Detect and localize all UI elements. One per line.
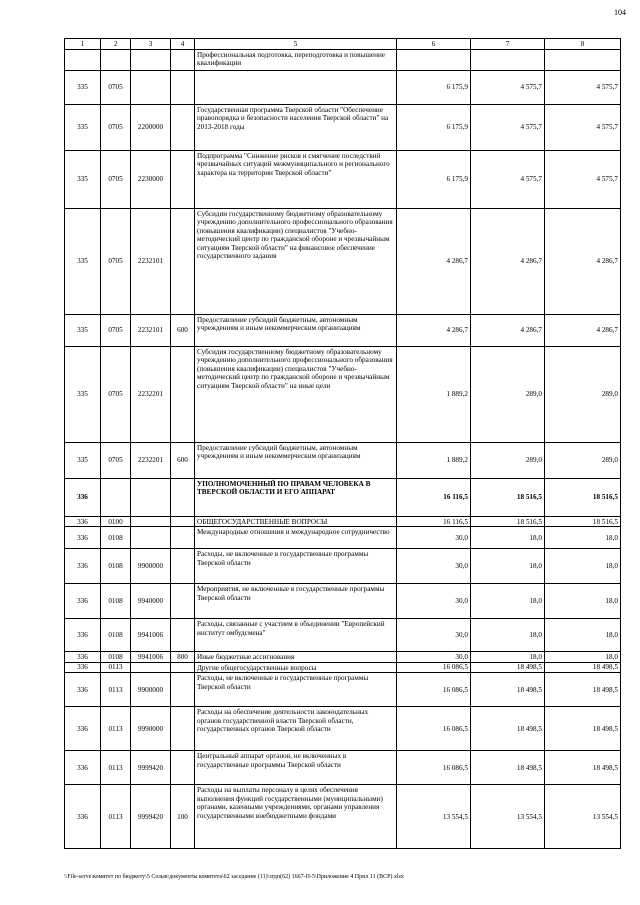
section-code-cell: 335 bbox=[65, 443, 101, 479]
amount-col7-cell: 13 554,5 bbox=[471, 785, 545, 849]
table-row bbox=[65, 527, 621, 549]
section-code-cell: 335 bbox=[65, 347, 101, 443]
amount-col8-cell: 4 286,7 bbox=[545, 315, 621, 347]
amount-col6-cell: 6 175,9 bbox=[397, 151, 471, 209]
amount-col7-cell: 4 575,7 bbox=[471, 151, 545, 209]
division-code-cell: 0705 bbox=[101, 443, 131, 479]
target-article-cell: 2232101 bbox=[131, 315, 171, 347]
expense-type-cell bbox=[171, 584, 195, 619]
table-row bbox=[65, 479, 621, 517]
section-code-cell: 336 bbox=[65, 549, 101, 584]
description-cell: Предоставление субсидий бюджетным, автономным учреждениям и иным некоммерческим организациям bbox=[195, 443, 397, 479]
description-cell: Иные бюджетные ассигнования bbox=[195, 652, 397, 662]
description-cell: Расходы, связанные с участием в объединении "Европейский институт омбудсмена" bbox=[195, 619, 397, 652]
amount-col8-cell: 4 286,7 bbox=[545, 209, 621, 315]
amount-col7-cell: 18,0 bbox=[471, 584, 545, 619]
section-code-cell: 336 bbox=[65, 479, 101, 517]
division-code-cell: 0113 bbox=[101, 785, 131, 849]
target-article-cell: 9900000 bbox=[131, 549, 171, 584]
division-code-cell: 0113 bbox=[101, 707, 131, 751]
target-article-cell bbox=[131, 479, 171, 517]
section-code-cell bbox=[65, 50, 101, 71]
target-article-cell: 9900000 bbox=[131, 673, 171, 707]
amount-col6-cell: 1 889,2 bbox=[397, 347, 471, 443]
page-number: 104 bbox=[614, 8, 626, 17]
budget-table bbox=[64, 38, 621, 849]
description-cell: Субсидия государственному бюджетному образовательному учреждению дополнительного профессионального образования (повышения квалификации) специалистов "Учебно-методический центр по гражданской обороне и чрезвычайным ситуациям Тверской области" на иные цели bbox=[195, 347, 397, 443]
amount-col6-cell: 30,0 bbox=[397, 619, 471, 652]
division-code-cell: 0705 bbox=[101, 71, 131, 105]
target-article-cell: 2232101 bbox=[131, 209, 171, 315]
section-code-cell: 335 bbox=[65, 105, 101, 151]
amount-col7-cell: 18,0 bbox=[471, 549, 545, 584]
table-row bbox=[65, 707, 621, 751]
expense-type-cell bbox=[171, 71, 195, 105]
section-code-cell: 335 bbox=[65, 71, 101, 105]
expense-type-cell bbox=[171, 209, 195, 315]
division-code-cell: 0108 bbox=[101, 584, 131, 619]
target-article-cell: 9999420 bbox=[131, 751, 171, 785]
target-article-cell: 9990000 bbox=[131, 707, 171, 751]
amount-col7-cell: 18 516,5 bbox=[471, 517, 545, 527]
column-header: 4 bbox=[171, 39, 195, 50]
expense-type-cell bbox=[171, 50, 195, 71]
amount-col6-cell: 16 086,5 bbox=[397, 751, 471, 785]
section-code-cell: 336 bbox=[65, 662, 101, 672]
amount-col8-cell: 18 498,5 bbox=[545, 751, 621, 785]
amount-col6-cell: 16 086,5 bbox=[397, 673, 471, 707]
description-cell: Центральный аппарат органов, не включенных в государственные программы Тверской области bbox=[195, 751, 397, 785]
division-code-cell: 0705 bbox=[101, 315, 131, 347]
amount-col8-cell: 4 575,7 bbox=[545, 71, 621, 105]
table-row bbox=[65, 652, 621, 662]
target-article-cell bbox=[131, 50, 171, 71]
expense-type-cell: 100 bbox=[171, 785, 195, 849]
expense-type-cell bbox=[171, 479, 195, 517]
column-header: 7 bbox=[471, 39, 545, 50]
description-cell: Другие общегосударственные вопросы bbox=[195, 662, 397, 672]
amount-col6-cell: 6 175,9 bbox=[397, 105, 471, 151]
amount-col7-cell: 4 575,7 bbox=[471, 105, 545, 151]
table-row bbox=[65, 785, 621, 849]
amount-col8-cell: 18,0 bbox=[545, 619, 621, 652]
amount-col6-cell: 4 286,7 bbox=[397, 209, 471, 315]
target-article-cell bbox=[131, 662, 171, 672]
table-row bbox=[65, 50, 621, 71]
amount-col6-cell: 30,0 bbox=[397, 527, 471, 549]
expense-type-cell: 600 bbox=[171, 443, 195, 479]
amount-col8-cell: 4 575,7 bbox=[545, 105, 621, 151]
section-code-cell: 336 bbox=[65, 652, 101, 662]
description-cell: Международные отношения и международное сотрудничество bbox=[195, 527, 397, 549]
amount-col6-cell: 30,0 bbox=[397, 584, 471, 619]
table-row bbox=[65, 517, 621, 527]
amount-col8-cell bbox=[545, 50, 621, 71]
section-code-cell: 336 bbox=[65, 584, 101, 619]
amount-col7-cell bbox=[471, 50, 545, 71]
table-row bbox=[65, 751, 621, 785]
table-row bbox=[65, 619, 621, 652]
expense-type-cell bbox=[171, 549, 195, 584]
description-cell: Подпрограмма "Снижение рисков и смягчение последствий чрезвычайных ситуаций межмуниципального и регионального характера на территории Тверской области" bbox=[195, 151, 397, 209]
target-article-cell: 2232201 bbox=[131, 347, 171, 443]
division-code-cell: 0705 bbox=[101, 151, 131, 209]
table-row bbox=[65, 71, 621, 105]
description-cell: Расходы на обеспечение деятельности законодательных органов государственной власти Тверской области, государственных органов Тверской области bbox=[195, 707, 397, 751]
column-header: 3 bbox=[131, 39, 171, 50]
amount-col7-cell: 4 575,7 bbox=[471, 71, 545, 105]
description-cell: Мероприятия, не включенные в государственные программы Тверской области bbox=[195, 584, 397, 619]
expense-type-cell bbox=[171, 347, 195, 443]
amount-col6-cell: 13 554,5 bbox=[397, 785, 471, 849]
table-row bbox=[65, 209, 621, 315]
table-row bbox=[65, 105, 621, 151]
division-code-cell bbox=[101, 479, 131, 517]
amount-col8-cell: 18,0 bbox=[545, 652, 621, 662]
target-article-cell bbox=[131, 517, 171, 527]
section-code-cell: 335 bbox=[65, 209, 101, 315]
table-row bbox=[65, 584, 621, 619]
amount-col7-cell: 4 286,7 bbox=[471, 315, 545, 347]
amount-col7-cell: 18 498,5 bbox=[471, 662, 545, 672]
amount-col8-cell: 18 498,5 bbox=[545, 707, 621, 751]
section-code-cell: 336 bbox=[65, 673, 101, 707]
amount-col7-cell: 18,0 bbox=[471, 619, 545, 652]
target-article-cell: 9941006 bbox=[131, 652, 171, 662]
section-code-cell: 336 bbox=[65, 527, 101, 549]
expense-type-cell bbox=[171, 707, 195, 751]
amount-col7-cell: 18 498,5 bbox=[471, 673, 545, 707]
amount-col7-cell: 18,0 bbox=[471, 652, 545, 662]
expense-type-cell bbox=[171, 619, 195, 652]
amount-col6-cell: 30,0 bbox=[397, 652, 471, 662]
column-header: 2 bbox=[101, 39, 131, 50]
division-code-cell bbox=[101, 50, 131, 71]
division-code-cell: 0100 bbox=[101, 517, 131, 527]
description-cell: Субсидии государственному бюджетному образовательному учреждению дополнительного профессионального образования (повышения квалификации) специалистов "Учебно-методический центр по гражданской обороне и чрезвычайным ситуациям Тверской области" на финансовое обеспечение государственного задания bbox=[195, 209, 397, 315]
table-row bbox=[65, 662, 621, 672]
division-code-cell: 0705 bbox=[101, 347, 131, 443]
column-header: 5 bbox=[195, 39, 397, 50]
amount-col8-cell: 18 498,5 bbox=[545, 673, 621, 707]
expense-type-cell bbox=[171, 517, 195, 527]
division-code-cell: 0108 bbox=[101, 652, 131, 662]
description-cell: Расходы на выплаты персоналу в целях обеспечения выполнения функций государственными (муниципальными) органами, казенными учреждениями, органами управления государственными внебюджетными фондами bbox=[195, 785, 397, 849]
amount-col8-cell: 18 516,5 bbox=[545, 479, 621, 517]
target-article-cell: 2200000 bbox=[131, 105, 171, 151]
description-cell: ОБЩЕГОСУДАРСТВЕННЫЕ ВОПРОСЫ bbox=[195, 517, 397, 527]
target-article-cell: 2232201 bbox=[131, 443, 171, 479]
amount-col6-cell: 16 116,5 bbox=[397, 517, 471, 527]
amount-col7-cell: 289,0 bbox=[471, 347, 545, 443]
division-code-cell: 0108 bbox=[101, 619, 131, 652]
amount-col6-cell: 30,0 bbox=[397, 549, 471, 584]
description-cell: УПОЛНОМОЧЕННЫЙ ПО ПРАВАМ ЧЕЛОВЕКА В ТВЕРСКОЙ ОБЛАСТИ И ЕГО АППАРАТ bbox=[195, 479, 397, 517]
amount-col7-cell: 18 516,5 bbox=[471, 479, 545, 517]
expense-type-cell: 600 bbox=[171, 315, 195, 347]
amount-col6-cell: 16 116,5 bbox=[397, 479, 471, 517]
division-code-cell: 0108 bbox=[101, 549, 131, 584]
division-code-cell: 0113 bbox=[101, 662, 131, 672]
division-code-cell: 0113 bbox=[101, 751, 131, 785]
amount-col8-cell: 18,0 bbox=[545, 549, 621, 584]
section-code-cell: 336 bbox=[65, 751, 101, 785]
expense-type-cell bbox=[171, 673, 195, 707]
amount-col8-cell: 289,0 bbox=[545, 347, 621, 443]
section-code-cell: 335 bbox=[65, 315, 101, 347]
amount-col6-cell: 4 286,7 bbox=[397, 315, 471, 347]
amount-col6-cell: 1 889,2 bbox=[397, 443, 471, 479]
target-article-cell bbox=[131, 527, 171, 549]
expense-type-cell bbox=[171, 527, 195, 549]
amount-col8-cell: 18,0 bbox=[545, 584, 621, 619]
description-cell: Расходы, не включенные в государственные программы Тверской области bbox=[195, 673, 397, 707]
section-code-cell: 335 bbox=[65, 151, 101, 209]
expense-type-cell bbox=[171, 662, 195, 672]
section-code-cell: 336 bbox=[65, 517, 101, 527]
table-row bbox=[65, 347, 621, 443]
division-code-cell: 0108 bbox=[101, 527, 131, 549]
target-article-cell: 9940000 bbox=[131, 584, 171, 619]
target-article-cell: 9941006 bbox=[131, 619, 171, 652]
column-header: 1 bbox=[65, 39, 101, 50]
amount-col8-cell: 13 554,5 bbox=[545, 785, 621, 849]
amount-col8-cell: 4 575,7 bbox=[545, 151, 621, 209]
amount-col7-cell: 18 498,5 bbox=[471, 707, 545, 751]
target-article-cell: 9999420 bbox=[131, 785, 171, 849]
target-article-cell: 2230000 bbox=[131, 151, 171, 209]
table-row bbox=[65, 315, 621, 347]
table-row bbox=[65, 549, 621, 584]
expense-type-cell bbox=[171, 751, 195, 785]
table-row bbox=[65, 443, 621, 479]
amount-col6-cell: 16 086,5 bbox=[397, 662, 471, 672]
expense-type-cell bbox=[171, 151, 195, 209]
column-header: 6 bbox=[397, 39, 471, 50]
description-cell: Профессиональная подготовка, переподготовка и повышение квалификации bbox=[195, 50, 397, 71]
column-header: 8 bbox=[545, 39, 621, 50]
section-code-cell: 336 bbox=[65, 707, 101, 751]
table-row bbox=[65, 151, 621, 209]
amount-col6-cell: 6 175,9 bbox=[397, 71, 471, 105]
amount-col8-cell: 18,0 bbox=[545, 527, 621, 549]
division-code-cell: 0705 bbox=[101, 209, 131, 315]
amount-col8-cell: 289,0 bbox=[545, 443, 621, 479]
amount-col7-cell: 18 498,5 bbox=[471, 751, 545, 785]
division-code-cell: 0113 bbox=[101, 673, 131, 707]
amount-col8-cell: 18 498,5 bbox=[545, 662, 621, 672]
division-code-cell: 0705 bbox=[101, 105, 131, 151]
amount-col7-cell: 18,0 bbox=[471, 527, 545, 549]
column-number-row bbox=[65, 39, 621, 50]
amount-col8-cell: 18 516,5 bbox=[545, 517, 621, 527]
description-cell bbox=[195, 71, 397, 105]
description-cell: Государственная программа Тверской области "Обеспечение правопорядка и безопасности населения Тверской области" на 2013-2018 годы bbox=[195, 105, 397, 151]
amount-col6-cell bbox=[397, 50, 471, 71]
expense-type-cell bbox=[171, 105, 195, 151]
section-code-cell: 336 bbox=[65, 619, 101, 652]
target-article-cell bbox=[131, 71, 171, 105]
section-code-cell: 336 bbox=[65, 785, 101, 849]
table-row bbox=[65, 673, 621, 707]
expense-type-cell: 800 bbox=[171, 652, 195, 662]
description-cell: Расходы, не включенные в государственные программы Тверской области bbox=[195, 549, 397, 584]
amount-col6-cell: 16 086,5 bbox=[397, 707, 471, 751]
file-path-footer: \\File-serve\комитет по бюджету\5 Созыв\документы комитета\62 заседание (11)\згдп(62) 1667-П-5\Приложение 4 Прил 11 (ВСР).xlsx bbox=[64, 874, 404, 880]
table-body bbox=[65, 50, 621, 849]
amount-col7-cell: 4 286,7 bbox=[471, 209, 545, 315]
amount-col7-cell: 289,0 bbox=[471, 443, 545, 479]
description-cell: Предоставление субсидий бюджетным, автономным учреждениям и иным некоммерческим организациям bbox=[195, 315, 397, 347]
